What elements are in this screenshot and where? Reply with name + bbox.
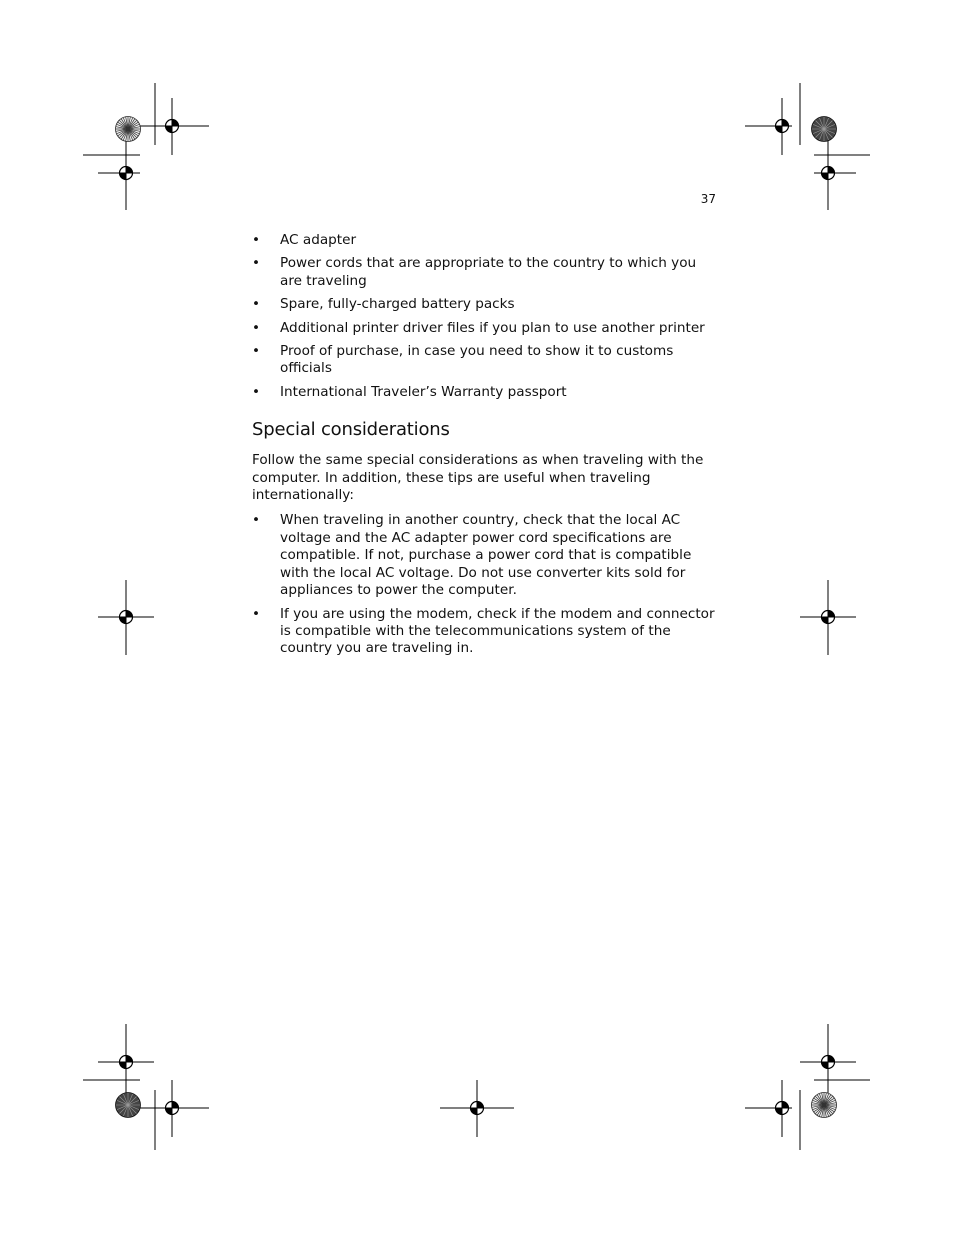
travel-tips-list xyxy=(252,512,722,657)
bullet-icon: • xyxy=(252,343,261,360)
list-item-text: International Traveler’s Warranty passport xyxy=(280,383,567,400)
list-item xyxy=(252,296,722,313)
list-item xyxy=(252,232,722,249)
bullet-icon: • xyxy=(252,605,261,622)
list-item xyxy=(252,384,722,401)
page-number: 37 xyxy=(700,192,716,206)
bullet-icon: • xyxy=(252,232,261,248)
list-item-text: If you are using the modem, check if the modem and connector is compatible with the telecommunications system of the country you are traveling in. xyxy=(280,605,715,657)
bullet-icon: • xyxy=(252,255,261,272)
list-item-text: Additional printer driver files if you plan to use another printer xyxy=(280,319,705,336)
section-intro: Follow the same special considerations as when traveling with the computer. In addition, these tips are useful when traveling internationally: xyxy=(252,452,704,504)
list-item-text: When traveling in another country, check that the local AC voltage and the AC adapter power cord specifications are compatible. If not, purchase a power cord that is compatible with the local AC voltage. Do not use converter kits sold for appliances to power the computer. xyxy=(280,512,692,599)
bullet-icon: • xyxy=(252,296,261,313)
list-item-text: AC adapter xyxy=(280,232,357,248)
bullet-icon: • xyxy=(252,319,261,336)
bullet-icon: • xyxy=(252,383,261,400)
list-item-text: Spare, fully-charged battery packs xyxy=(280,296,515,313)
list-item-text: Proof of purchase, in case you need to show it to customs officials xyxy=(280,343,674,377)
section-heading: Special considerations xyxy=(252,419,450,441)
list-item-text: Power cords that are appropriate to the country to which you are traveling xyxy=(280,255,697,289)
list-item xyxy=(252,343,722,378)
bullet-icon: • xyxy=(252,512,261,529)
list-item xyxy=(252,606,722,658)
list-item xyxy=(252,255,722,290)
list-item xyxy=(252,512,722,599)
packing-checklist xyxy=(252,232,722,401)
page-content xyxy=(252,232,722,664)
list-item xyxy=(252,320,722,337)
